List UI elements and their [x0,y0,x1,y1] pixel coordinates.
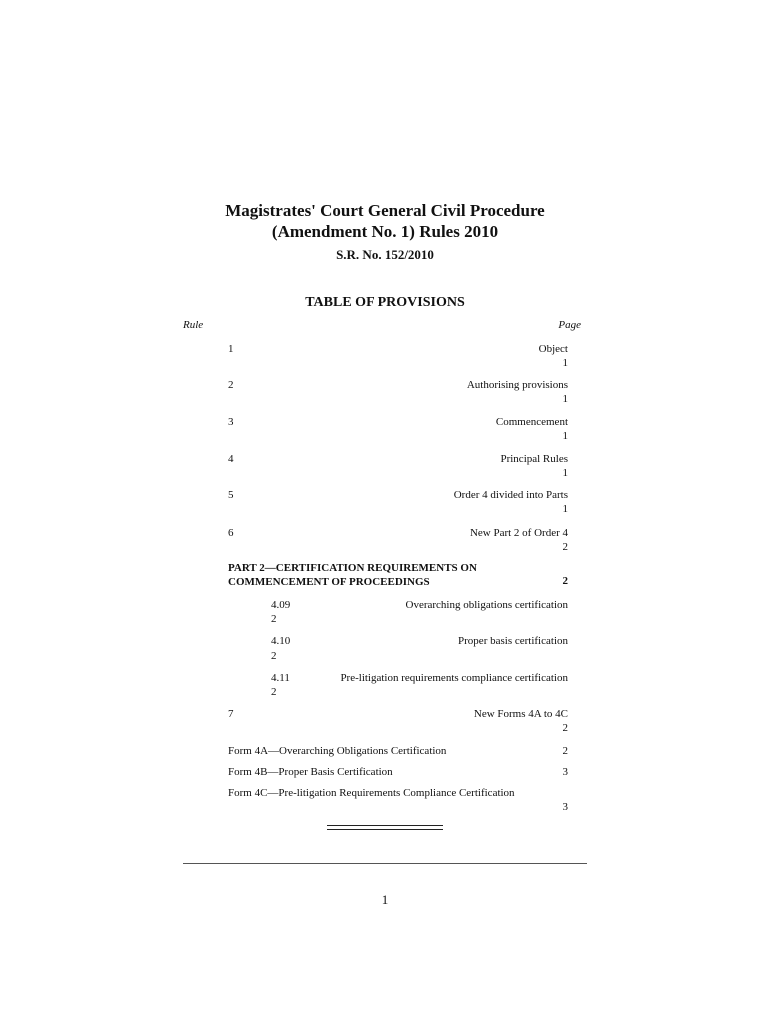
page-number: 1 [381,892,389,907]
toc-heading: TABLE OF PROVISIONS [305,295,465,310]
end-of-contents-double-rule [327,825,443,830]
part-2-heading[interactable] [228,561,568,589]
footer-rule [183,863,587,864]
part-2-heading-line-1: PART 2—CERTIFICATION REQUIREMENTS ON [228,562,477,574]
subrule-4-09-page: 2 [271,613,277,625]
form-4b-label[interactable]: Form 4B—Proper Basis Certification [228,766,393,778]
document-title-line-1: Magistrates' Court General Civil Procedure [225,201,545,220]
rule-1-label[interactable]: Object [538,343,568,355]
part-2-page: 2 [562,575,568,587]
rule-6-number: 6 [228,527,234,539]
rule-5-page: 1 [562,503,568,515]
subrule-4-10-number: 4.10 [271,635,291,647]
rule-4-page: 1 [562,467,568,479]
form-4c-page: 3 [562,801,568,813]
rule-1-number: 1 [228,343,234,355]
rule-5-number: 5 [228,489,234,501]
subrule-4-10-label[interactable]: Proper basis certification [458,635,568,647]
rule-3-page: 1 [562,430,568,442]
subrule-4-09-label[interactable]: Overarching obligations certification [405,599,568,611]
subrule-4-11-number: 4.11 [271,672,290,684]
subrule-4-09-number: 4.09 [271,599,291,611]
rule-7-page: 2 [562,722,568,734]
form-4c-label[interactable]: Form 4C—Pre-litigation Requirements Compliance Certification [228,787,515,799]
rule-5-label[interactable]: Order 4 divided into Parts [453,489,568,501]
statutory-rule-number: S.R. No. 152/2010 [336,247,434,262]
rule-4-label[interactable]: Principal Rules [500,453,568,465]
form-4b-page: 3 [562,766,568,778]
rule-1-page: 1 [562,357,568,369]
subrule-4-11-label[interactable]: Pre-litigation requirements compliance certification [340,672,568,684]
rule-column-heading: Rule [183,319,204,331]
subrule-4-10-page: 2 [271,650,277,662]
form-4a-page: 2 [562,745,568,757]
rule-2-page: 1 [562,393,568,405]
rule-3-number: 3 [228,416,234,428]
rule-6-page: 2 [562,541,568,553]
rule-2-number: 2 [228,379,234,391]
rule-2-label[interactable]: Authorising provisions [466,379,568,391]
rule-4-number: 4 [228,453,234,465]
part-2-heading-line-2: COMMENCEMENT OF PROCEEDINGS [228,576,430,588]
rule-3-label[interactable]: Commencement [495,416,568,428]
subrule-4-11-page: 2 [271,686,277,698]
rule-6-label[interactable]: New Part 2 of Order 4 [469,527,568,539]
document-title-line-2: (Amendment No. 1) Rules 2010 [271,222,499,241]
form-4a-label[interactable]: Form 4A—Overarching Obligations Certification [228,745,447,757]
page-column-heading: Page [558,319,581,331]
rule-7-number: 7 [228,708,234,720]
rule-7-label[interactable]: New Forms 4A to 4C [473,708,568,720]
